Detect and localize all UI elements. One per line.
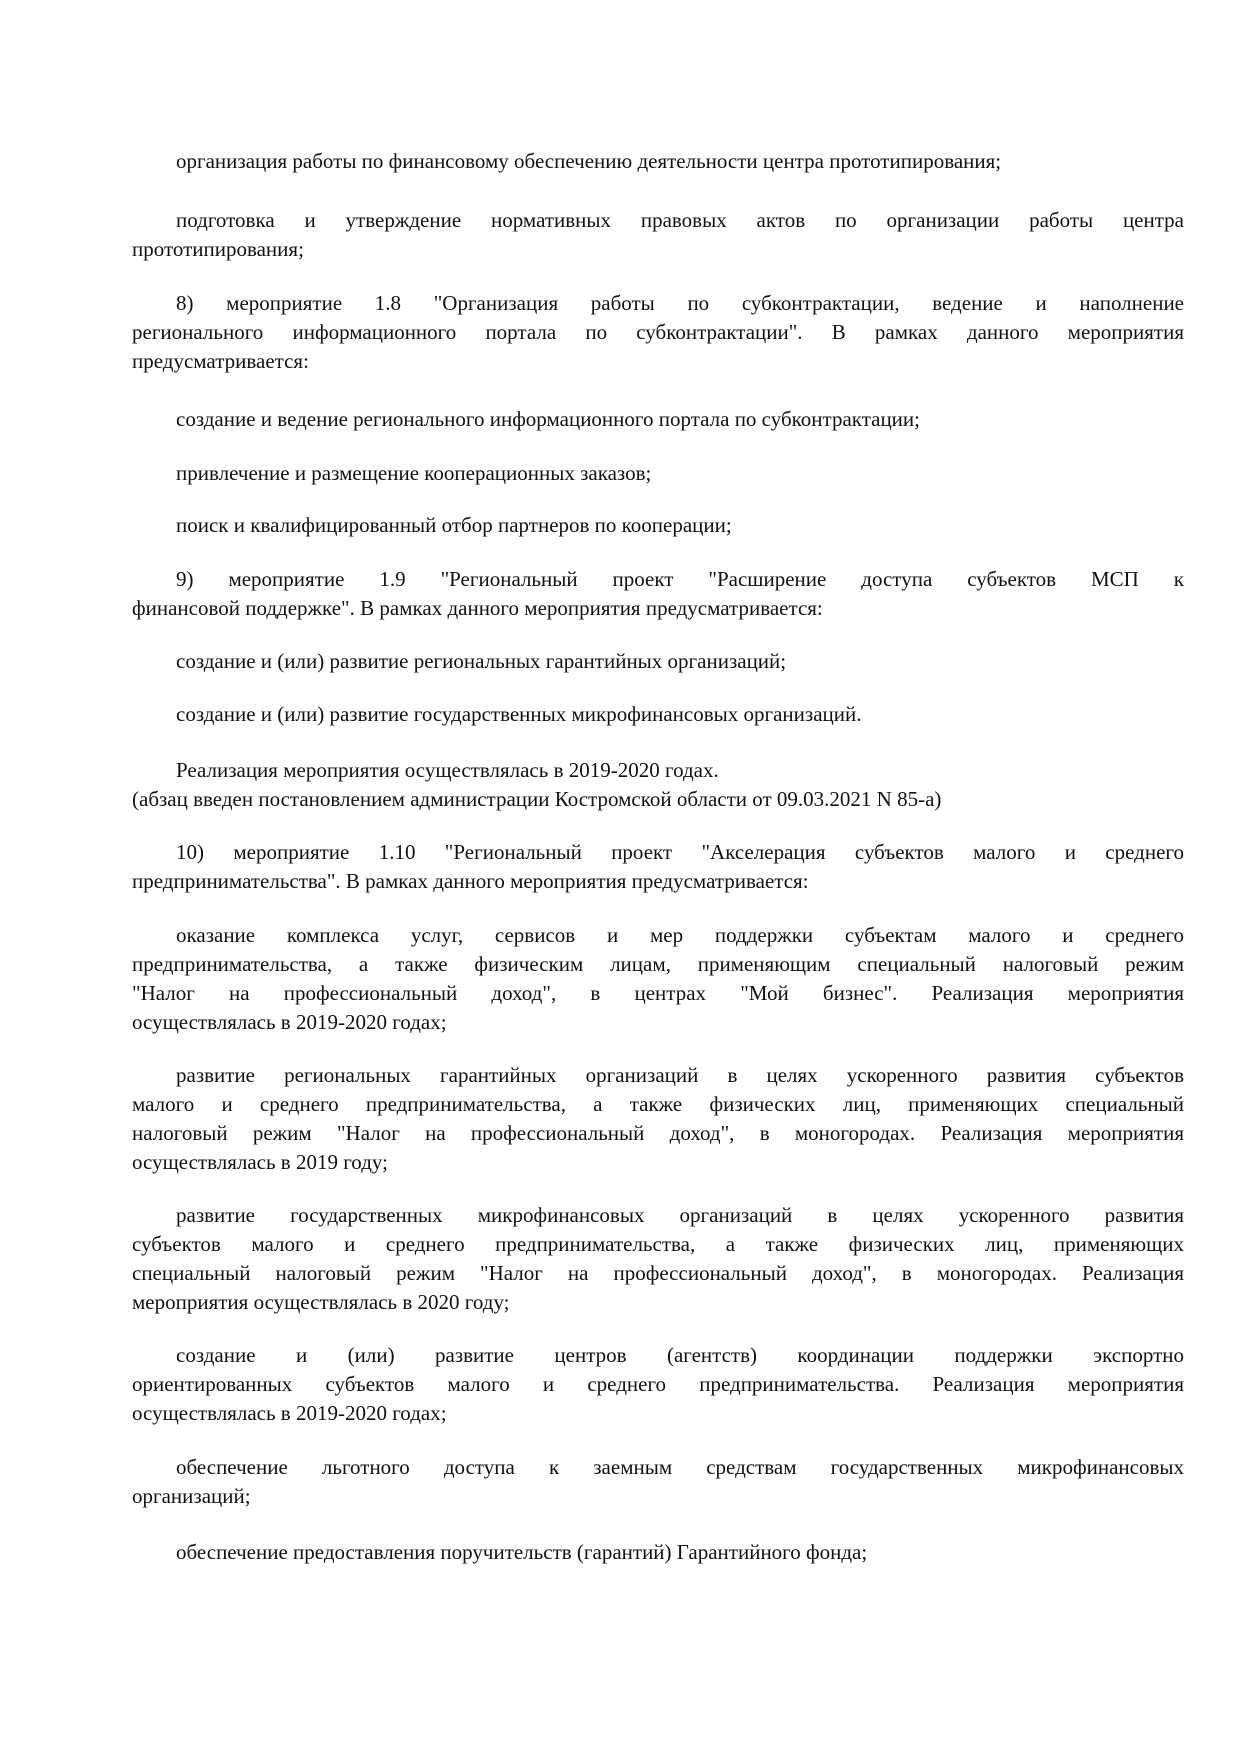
- text-line: развитие региональных гарантийных организаций в целях ускоренного развития субъектов: [176, 1063, 1184, 1087]
- text-line: поиск и квалифицированный отбор партнеров по кооперации;: [176, 513, 732, 537]
- text-line: создание и ведение регионального информационного портала по субконтрактации;: [176, 407, 920, 431]
- paragraph: [132, 1453, 1184, 1511]
- text-line: Реализация мероприятия осуществлялась в 2019-2020 годах.: [176, 758, 719, 782]
- text-line: 8) мероприятие 1.8 "Организация работы по субконтрактации, ведение и наполнение: [176, 291, 1184, 315]
- text-line: 9) мероприятие 1.9 "Региональный проект "Расширение доступа субъектов МСП к: [176, 567, 1184, 591]
- paragraph: [132, 565, 1184, 623]
- text-line: организация работы по финансовому обеспечению деятельности центра прототипирования;: [176, 149, 1002, 173]
- text-line: малого и среднего предпринимательства, а также физических лиц, применяющих специальный: [132, 1092, 1184, 1116]
- amendment-note: (абзац введен постановлением администрации Костромской области от 09.03.2021 N 85-а): [132, 787, 942, 811]
- text-line: предпринимательства, а также физическим лицам, применяющим специальный налоговый режим: [132, 952, 1184, 976]
- text-line: оказание комплекса услуг, сервисов и мер поддержки субъектам малого и среднего: [176, 923, 1184, 947]
- paragraph: [132, 511, 1184, 540]
- text-line: финансовой поддержке". В рамках данного мероприятия предусматривается:: [132, 596, 823, 620]
- text-line: предусматривается:: [132, 349, 309, 373]
- paragraph: [132, 147, 1184, 176]
- text-line: субъектов малого и среднего предпринимательства, а также физических лиц, применяющих: [132, 1232, 1184, 1256]
- text-line: 10) мероприятие 1.10 "Региональный проект "Акселерация субъектов малого и среднего: [176, 840, 1184, 864]
- text-line: предпринимательства". В рамках данного мероприятия предусматривается:: [132, 869, 809, 893]
- paragraph: [132, 1061, 1184, 1177]
- paragraph: [132, 459, 1184, 488]
- paragraph: [132, 1538, 1184, 1567]
- paragraph: [132, 289, 1184, 376]
- paragraph: [132, 1201, 1184, 1317]
- paragraph: [132, 405, 1184, 434]
- text-line: создание и (или) развитие центров (агентств) координации поддержки экспортно: [176, 1343, 1184, 1367]
- text-line: организаций;: [132, 1484, 251, 1508]
- paragraph: [132, 838, 1184, 896]
- text-line: "Налог на профессиональный доход", в центрах "Мой бизнес". Реализация мероприятия: [132, 981, 1184, 1005]
- paragraph: [132, 206, 1184, 264]
- text-line: регионального информационного портала по субконтрактации". В рамках данного мероприятия: [132, 320, 1184, 344]
- text-line: привлечение и размещение кооперационных заказов;: [176, 461, 652, 485]
- paragraph: [132, 921, 1184, 1037]
- paragraph: [132, 1341, 1184, 1428]
- text-line: создание и (или) развитие государственных микрофинансовых организаций.: [176, 702, 862, 726]
- text-line: прототипирования;: [132, 237, 304, 261]
- text-line: осуществлялась в 2019-2020 годах;: [132, 1010, 447, 1034]
- text-line: налоговый режим "Налог на профессиональный доход", в моногородах. Реализация мероприятия: [132, 1121, 1184, 1145]
- text-line: создание и (или) развитие региональных гарантийных организаций;: [176, 649, 787, 673]
- text-line: обеспечение предоставления поручительств (гарантий) Гарантийного фонда;: [176, 1540, 868, 1564]
- text-line: мероприятия осуществлялась в 2020 году;: [132, 1290, 510, 1314]
- text-line: осуществлялась в 2019-2020 годах;: [132, 1401, 447, 1425]
- text-line: развитие государственных микрофинансовых организаций в целях ускоренного развития: [176, 1203, 1184, 1227]
- text-line: ориентированных субъектов малого и среднего предпринимательства. Реализация мероприятия: [132, 1372, 1184, 1396]
- paragraph: [132, 756, 1184, 814]
- text-line: обеспечение льготного доступа к заемным средствам государственных микрофинансовых: [176, 1455, 1184, 1479]
- paragraph: [132, 700, 1184, 729]
- text-line: осуществлялась в 2019 году;: [132, 1150, 388, 1174]
- paragraph: [132, 647, 1184, 676]
- text-line: специальный налоговый режим "Налог на профессиональный доход", в моногородах. Реализация: [132, 1261, 1184, 1285]
- text-line: подготовка и утверждение нормативных правовых актов по организации работы центра: [176, 208, 1184, 232]
